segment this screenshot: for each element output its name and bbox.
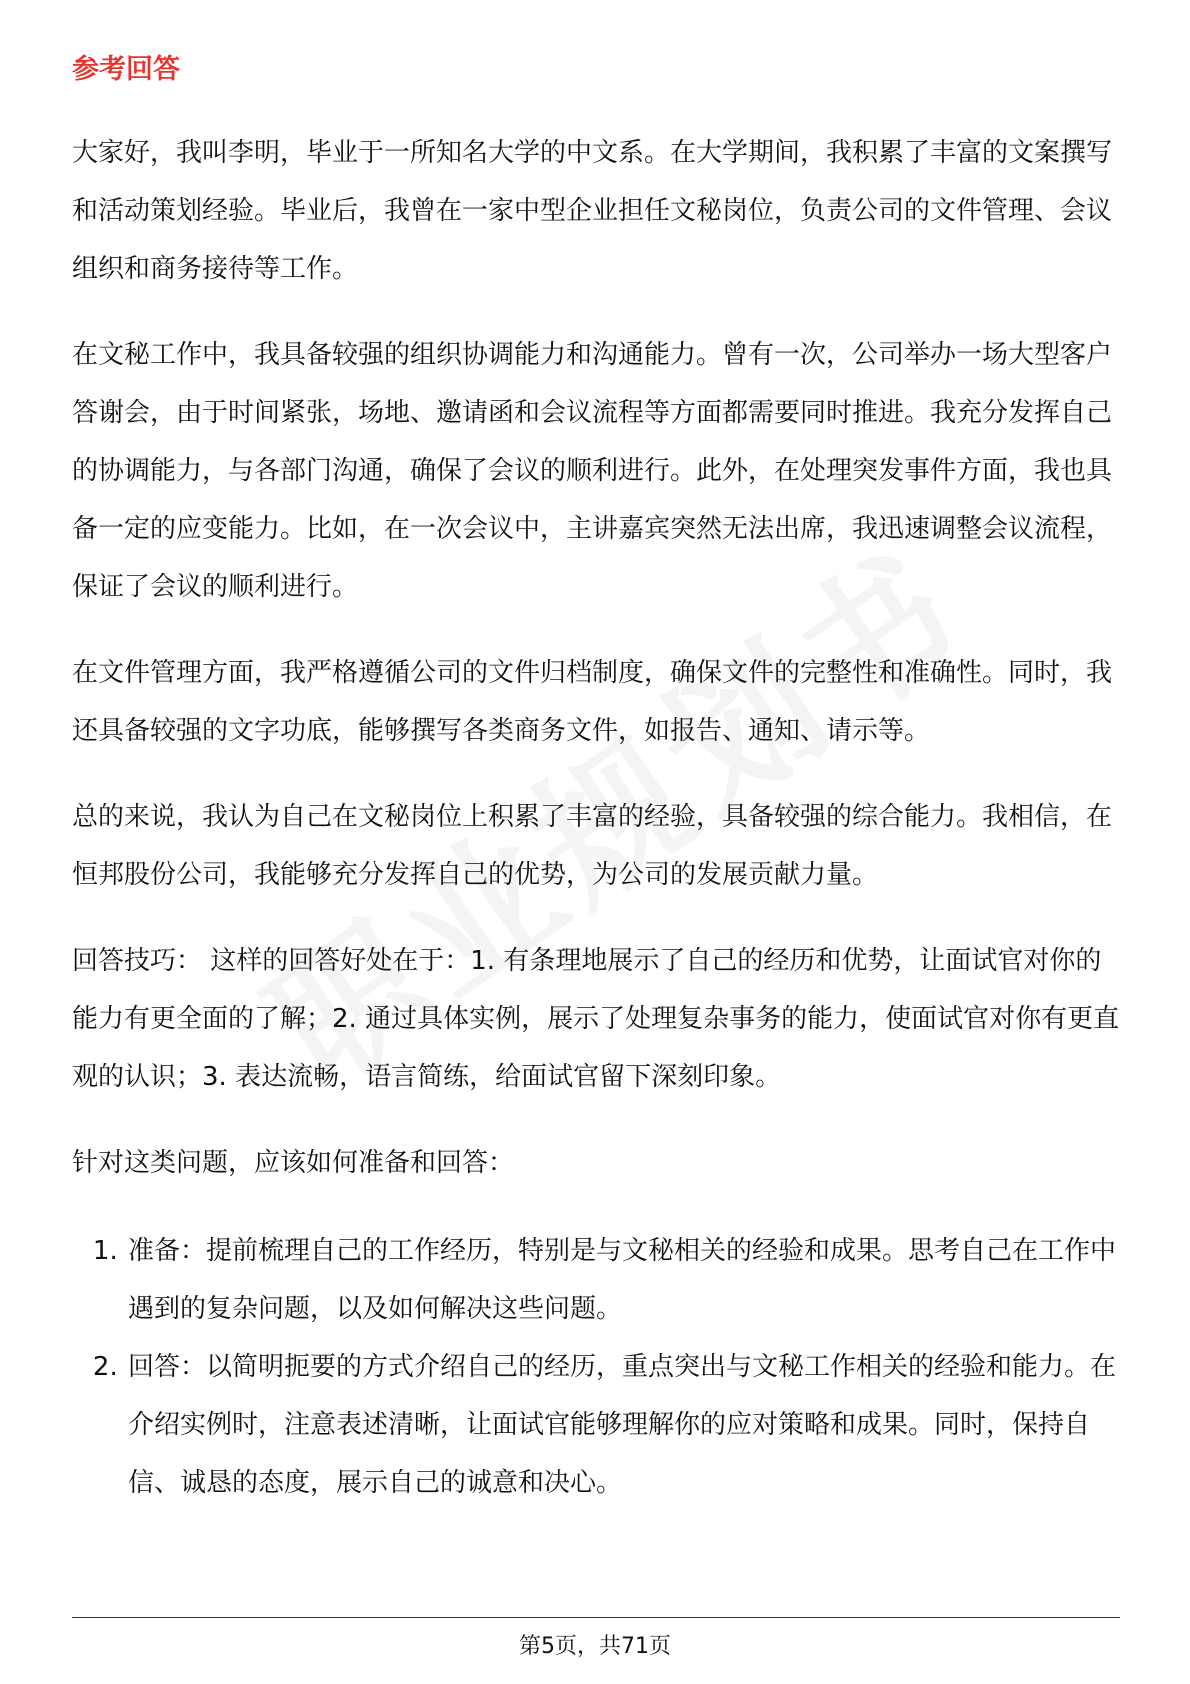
list-item-prepare: 1. 准备：提前梳理自己的工作经历，特别是与文秘相关的经验和成果。思考自己在工作中遇到的复杂问题，以及如何解决这些问题。	[126, 1222, 1120, 1338]
preparation-list	[72, 1222, 1120, 1512]
footer-divider	[72, 1617, 1120, 1618]
paragraph-answer-tips: 回答技巧： 这样的回答好处在于：1. 有条理地展示了自己的经历和优势，让面试官对你的能力有更全面的了解；2. 通过具体实例，展示了处理复杂事务的能力，使面试官对你有更直观的认识；3. 表达流畅，语言简练，给面试官留下深刻印象。	[72, 946, 1120, 1092]
answer-body	[72, 124, 1120, 1512]
section-heading: 参考回答	[72, 54, 180, 85]
paragraph-how-to-prepare: 针对这类问题，应该如何准备和回答：	[72, 1148, 515, 1178]
paragraph-summary: 总的来说，我认为自己在文秘岗位上积累了丰富的经验，具备较强的综合能力。我相信，在恒邦股份公司，我能够充分发挥自己的优势，为公司的发展贡献力量。	[72, 802, 1113, 890]
paragraph-intro: 大家好，我叫李明，毕业于一所知名大学的中文系。在大学期间，我积累了丰富的文案撰写和活动策划经验。毕业后，我曾在一家中型企业担任文秘岗位，负责公司的文件管理、会议组织和商务接待等工作。	[72, 138, 1113, 284]
paragraph-file-management: 在文件管理方面，我严格遵循公司的文件归档制度，确保文件的完整性和准确性。同时，我还具备较强的文字功底，能够撰写各类商务文件，如报告、通知、请示等。	[72, 658, 1113, 746]
paragraph-coordination: 在文秘工作中，我具备较强的组织协调能力和沟通能力。曾有一次，公司举办一场大型客户答谢会，由于时间紧张，场地、邀请函和会议流程等方面都需要同时推进。我充分发挥自己的协调能力，与各部门沟通，确保了会议的顺利进行。此外，在处理突发事件方面，我也具备一定的应变能力。比如，在一次会议中，主讲嘉宾突然无法出席，我迅速调整会议流程，保证了会议的顺利进行。	[72, 340, 1113, 602]
list-item-answer: 2. 回答：以简明扼要的方式介绍自己的经历，重点突出与文秘工作相关的经验和能力。在介绍实例时，注意表述清晰，让面试官能够理解你的应对策略和成果。同时，保持自信、诚恳的态度，展示自己的诚意和决心。	[126, 1338, 1120, 1512]
page-number: 第5页，共71页	[519, 1634, 671, 1659]
